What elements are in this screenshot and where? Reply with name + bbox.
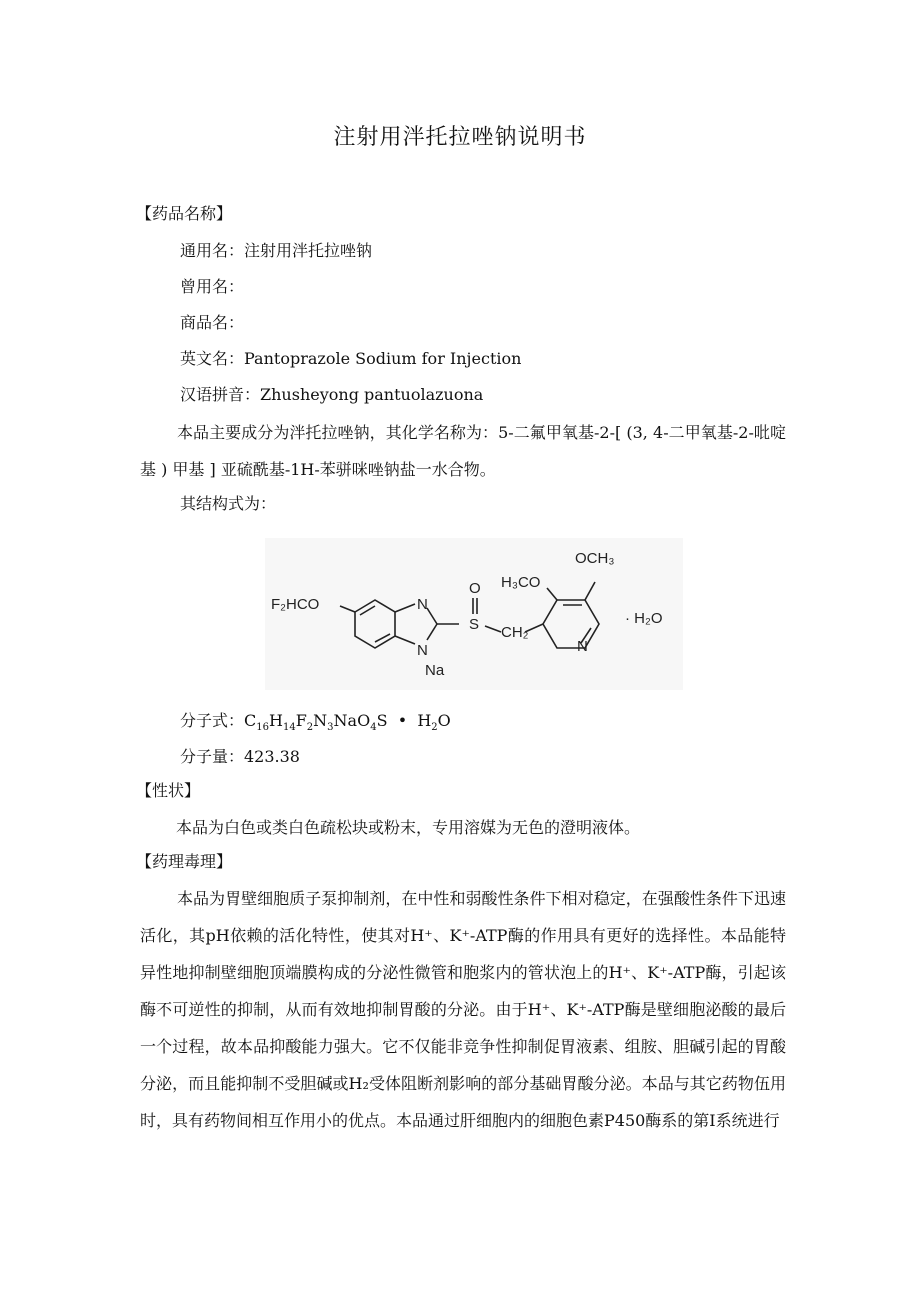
mf-f-count: 2 xyxy=(306,722,314,734)
composition-paragraph: 本品主要成分为泮托拉唑钠，其化学名称为：5-二氟甲氧基-2-[ (3, 4-二甲氧基-2-吡啶基 ) 甲基 ] 亚硫酰基-1H-苯骈咪唑钠盐一水合物。 xyxy=(140,423,786,479)
trade-name: 商品名： xyxy=(180,313,245,332)
section-heading-pharmacology: 【药理毒理】 xyxy=(136,852,233,871)
generic-name: 通用名：注射用泮托拉唑钠 xyxy=(180,241,373,260)
sodium-label: Na xyxy=(425,662,445,679)
mf-f: F xyxy=(295,711,307,730)
molecular-weight: 分子量：423.38 xyxy=(180,747,300,766)
molecular-formula xyxy=(180,711,451,734)
sulfinyl-oxygen: O xyxy=(469,580,481,597)
section-heading-properties: 【性状】 xyxy=(136,781,201,800)
mf-s-hydrate: S • H xyxy=(376,711,432,730)
section-heading-drug-name: 【药品名称】 xyxy=(136,204,233,223)
mf-h-count: 14 xyxy=(282,722,296,734)
pharmacology-paragraph: 本品为胃壁细胞质子泵抑制剂，在中性和弱酸性条件下相对稳定，在强酸性条件下迅速活化，其pH依赖的活化特性，使其对H⁺、K⁺-ATP酶的作用具有更好的选择性。本品能特异性地抑制壁细胞顶端膜构成的分泌性微管和胞浆内的管状泡上的H⁺、K⁺-ATP酶，引起该酶不可逆性的抑制，从而有效地抑制胃酸的分泌。由于H⁺、K⁺-ATP酶是壁细胞泌酸的最后一个过程，故本品抑酸能力强大。它不仅能非竞争性抑制促胃液素、组胺、胆碱引起的胃酸分泌，而且能抑制不受胆碱或H₂受体阻断剂影响的部分基础胃酸分泌。本品与其它药物伍用时，具有药物间相互作用小的优点。本品通过肝细胞内的细胞色素P450酶系的第Ⅰ系统进行 xyxy=(140,889,786,1130)
properties-text: 本品为白色或类白色疏松块或粉末，专用溶媒为无色的澄明液体。 xyxy=(176,818,641,837)
och3-label: OCH₃ xyxy=(575,550,615,567)
mf-h: H xyxy=(269,711,283,730)
mf-o-count: 4 xyxy=(370,722,377,734)
imidazole-n-top: N xyxy=(417,596,428,613)
english-name: 英文名：Pantoprazole Sodium for Injection xyxy=(180,349,522,368)
mf-c: C xyxy=(244,711,257,730)
document-title: 注射用泮托拉唑钠说明书 xyxy=(333,125,587,150)
mf-o: O xyxy=(437,711,451,730)
hydrate-label: · H₂O xyxy=(625,610,663,627)
h3co-label: H₃CO xyxy=(501,574,541,591)
mf-nao: NaO xyxy=(333,711,371,730)
ch2-label: CH₂ xyxy=(501,624,529,641)
mf-c-count: 16 xyxy=(256,722,269,734)
mf-h2-count: 2 xyxy=(431,722,438,734)
structural-formula-labels xyxy=(265,538,683,690)
structure-label: 其结构式为： xyxy=(180,494,277,513)
f2hco-label: F₂HCO xyxy=(271,596,320,613)
mf-label: 分子式： xyxy=(180,711,245,730)
sulfur-atom: S xyxy=(469,616,480,633)
former-name: 曾用名： xyxy=(180,277,245,296)
mf-n: N xyxy=(313,711,328,730)
mf-n-count: 3 xyxy=(327,722,334,734)
pyridine-n: N xyxy=(577,638,588,655)
pinyin-name: 汉语拼音：Zhusheyong pantuolazuona xyxy=(180,385,484,404)
imidazole-n-bottom: N xyxy=(417,642,428,659)
